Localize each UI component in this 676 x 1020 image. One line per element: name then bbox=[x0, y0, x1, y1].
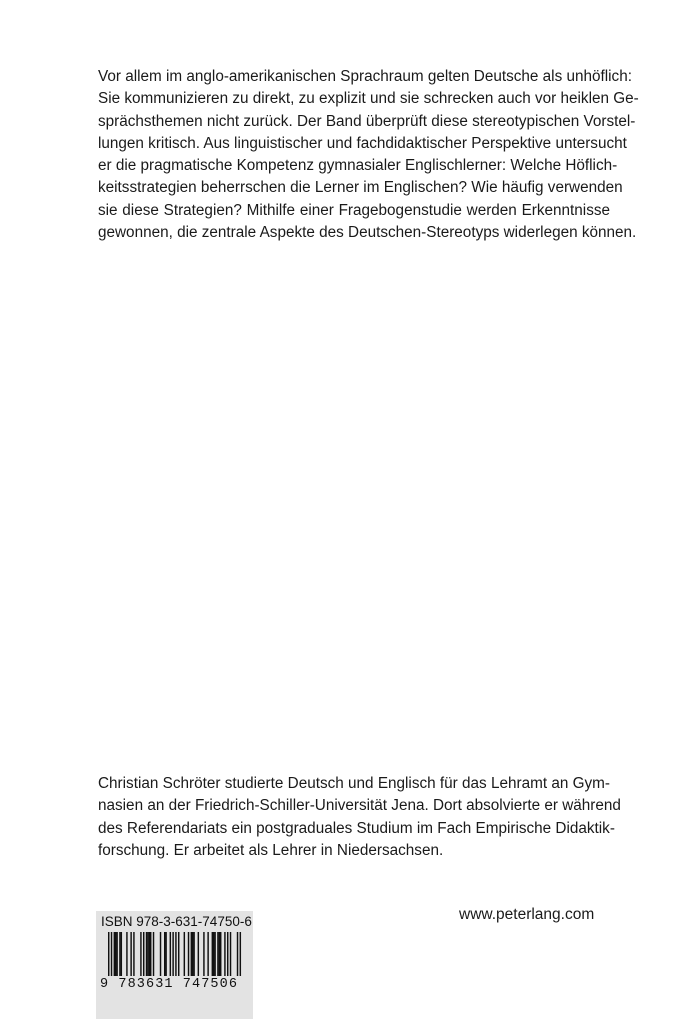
barcode-bar bbox=[164, 932, 165, 976]
barcode-bar bbox=[108, 932, 109, 976]
description-line: Vor allem im anglo-amerikanischen Sprachraum gelten Deutsche als unhöflich: bbox=[98, 68, 632, 85]
barcode-bar bbox=[146, 932, 147, 976]
description-line: sprächsthemen nicht zurück. Der Band überprüft diese stereotypischen Vorstel- bbox=[98, 112, 636, 130]
description-line: sie diese Strategien? Mithilfe einer Fragebogenstudie werden Erkenntnisse bbox=[98, 201, 610, 219]
barcode-bar bbox=[227, 932, 228, 976]
barcode-bar bbox=[133, 932, 134, 976]
description-line: gewonnen, die zentrale Aspekte des Deutschen-Stereotyps widerlegen können. bbox=[98, 224, 637, 242]
author-bio bbox=[98, 773, 621, 862]
bio-line: forschung. Er arbeitet als Lehrer in Niedersachsen. bbox=[98, 841, 444, 859]
isbn-barcode bbox=[96, 911, 253, 1019]
barcode-bar bbox=[175, 932, 176, 976]
book-description bbox=[98, 66, 639, 244]
barcode-bar bbox=[212, 932, 213, 976]
publisher-website[interactable]: www.peterlang.com bbox=[459, 906, 595, 923]
barcode-bar bbox=[140, 932, 141, 976]
barcode-bar bbox=[143, 932, 144, 976]
bio-line: nasien an der Friedrich-Schiller-Universität Jena. Dort absolvierte er während bbox=[98, 797, 621, 815]
barcode-bar bbox=[240, 932, 241, 976]
description-line: er die pragmatische Kompetenz gymnasialer Englischlerner: Welche Höflich- bbox=[98, 157, 618, 175]
barcode-bar bbox=[150, 932, 151, 976]
barcode-bar bbox=[114, 932, 115, 976]
barcode-bar bbox=[130, 932, 131, 976]
barcode-bar bbox=[191, 932, 192, 976]
bio-line: Christian Schröter studierte Deutsch und Englisch für das Lehramt an Gym- bbox=[98, 775, 610, 792]
barcode-bar bbox=[116, 932, 117, 976]
barcode-bar bbox=[149, 932, 150, 976]
barcode-bar bbox=[220, 932, 221, 976]
barcode-bar bbox=[115, 932, 116, 976]
barcode-bar bbox=[237, 932, 238, 976]
barcode-bar bbox=[147, 932, 148, 976]
barcode-bar bbox=[160, 932, 161, 976]
barcode-bar bbox=[172, 932, 173, 976]
barcode-bar bbox=[121, 932, 122, 976]
barcode-bar bbox=[184, 932, 185, 976]
barcode-bar bbox=[119, 932, 120, 976]
barcode-bar bbox=[165, 932, 166, 976]
barcode-bar bbox=[214, 932, 215, 976]
barcode-bar bbox=[219, 932, 220, 976]
barcode-bar bbox=[203, 932, 204, 976]
barcode-bar bbox=[170, 932, 171, 976]
barcode-bar bbox=[111, 932, 112, 976]
barcode-bar bbox=[153, 932, 154, 976]
description-line: Sie kommunizieren zu direkt, zu explizit und sie schrecken auch vor heiklen Ge- bbox=[98, 90, 639, 108]
barcode-bars bbox=[100, 932, 249, 982]
description-line: lungen kritisch. Aus linguistischer und fachdidaktischer Perspektive untersucht bbox=[98, 134, 627, 152]
barcode-bar bbox=[192, 932, 193, 976]
barcode-bar bbox=[126, 932, 127, 976]
bio-line: des Referendariats ein postgraduales Studium im Fach Empirische Didaktik- bbox=[98, 819, 615, 837]
barcode-bar bbox=[207, 932, 208, 976]
isbn-label: ISBN 978-3-631-74750-6 bbox=[101, 914, 252, 929]
barcode-bar bbox=[188, 932, 189, 976]
barcode-bar bbox=[213, 932, 214, 976]
barcode-digits: 9 783631 747506 bbox=[100, 977, 239, 992]
barcode-bar bbox=[193, 932, 194, 976]
barcode-bar bbox=[224, 932, 225, 976]
barcode-bar bbox=[178, 932, 179, 976]
barcode-bar bbox=[230, 932, 231, 976]
barcode-bar bbox=[217, 932, 218, 976]
barcode-bar bbox=[198, 932, 199, 976]
description-line: keitsstrategien beherrschen die Lerner im Englischen? Wie häufig verwenden bbox=[98, 179, 623, 197]
